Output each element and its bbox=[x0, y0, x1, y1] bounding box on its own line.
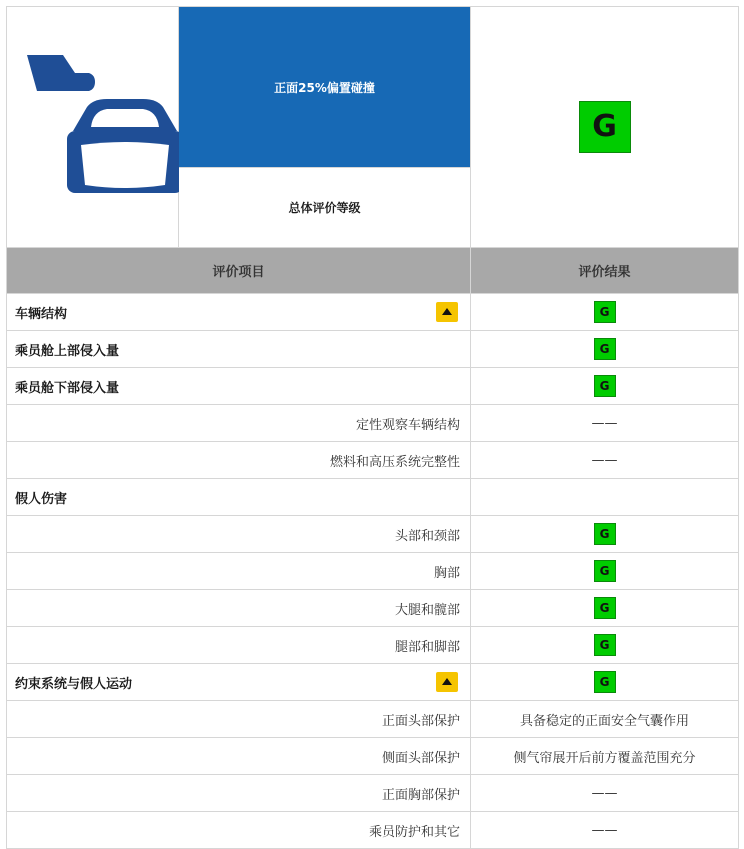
row-label-text: 大腿和髋部 bbox=[394, 602, 460, 618]
rating-table-container bbox=[6, 6, 738, 849]
table-row bbox=[7, 442, 739, 479]
warning-triangle-icon bbox=[436, 672, 458, 692]
column-header-item: 评价项目 bbox=[7, 248, 471, 294]
grade-badge: G bbox=[594, 634, 616, 656]
category-label bbox=[7, 331, 471, 368]
result-text: —— bbox=[591, 785, 618, 801]
subitem-label bbox=[7, 553, 471, 590]
table-row bbox=[7, 553, 739, 590]
subitem-label bbox=[7, 590, 471, 627]
table-row bbox=[7, 368, 739, 405]
table-row bbox=[7, 590, 739, 627]
row-label-text: 头部和颈部 bbox=[394, 528, 460, 544]
grade-badge: G bbox=[594, 523, 616, 545]
result-cell bbox=[471, 627, 739, 664]
subitem-label bbox=[7, 701, 471, 738]
result-text: —— bbox=[591, 452, 618, 468]
row-label-text: 车辆结构 bbox=[15, 306, 68, 322]
grade-badge: G bbox=[594, 560, 616, 582]
grade-badge: G bbox=[594, 338, 616, 360]
table-row bbox=[7, 812, 739, 849]
row-label-text: 约束系统与假人运动 bbox=[15, 676, 133, 692]
table-row bbox=[7, 405, 739, 442]
overall-grade-badge: G bbox=[579, 101, 631, 153]
result-cell bbox=[471, 664, 739, 701]
test-name-banner: 正面25%偏置碰撞 bbox=[179, 7, 471, 168]
row-label-text: 侧面头部保护 bbox=[381, 750, 460, 766]
grade-badge: G bbox=[594, 375, 616, 397]
result-cell bbox=[471, 368, 739, 405]
result-cell bbox=[471, 553, 739, 590]
car-crash-icon bbox=[7, 45, 179, 205]
result-cell bbox=[471, 442, 739, 479]
result-cell bbox=[471, 405, 739, 442]
overall-grade-cell bbox=[471, 7, 739, 248]
result-text: 侧气帘展开后前方覆盖范围充分 bbox=[513, 750, 696, 766]
table-row bbox=[7, 479, 739, 516]
row-label-text: 乘员防护和其它 bbox=[368, 824, 460, 840]
category-label bbox=[7, 368, 471, 405]
row-label-text: 乘员舱下部侵入量 bbox=[15, 380, 120, 396]
result-cell bbox=[471, 812, 739, 849]
result-cell bbox=[471, 701, 739, 738]
row-label-text: 正面头部保护 bbox=[381, 713, 460, 729]
table-row bbox=[7, 294, 739, 331]
row-label-text: 定性观察车辆结构 bbox=[355, 417, 460, 433]
row-label-text: 正面胸部保护 bbox=[381, 787, 460, 803]
result-cell bbox=[471, 738, 739, 775]
grade-badge: G bbox=[594, 671, 616, 693]
subitem-label bbox=[7, 738, 471, 775]
result-text: 具备稳定的正面安全气囊作用 bbox=[519, 713, 689, 729]
rating-rows bbox=[7, 294, 739, 849]
category-label bbox=[7, 294, 471, 331]
result-text: —— bbox=[591, 415, 618, 431]
table-row bbox=[7, 701, 739, 738]
column-header-result: 评价结果 bbox=[471, 248, 739, 294]
row-label-text: 胸部 bbox=[433, 565, 460, 581]
table-row bbox=[7, 331, 739, 368]
rating-table bbox=[6, 6, 739, 849]
subitem-label bbox=[7, 775, 471, 812]
subitem-label bbox=[7, 812, 471, 849]
test-logo-cell bbox=[7, 7, 179, 248]
warning-triangle-icon bbox=[436, 302, 458, 322]
row-label-text: 假人伤害 bbox=[15, 491, 68, 507]
subitem-label bbox=[7, 627, 471, 664]
table-row bbox=[7, 664, 739, 701]
table-row bbox=[7, 627, 739, 664]
grade-badge: G bbox=[594, 597, 616, 619]
result-cell bbox=[471, 775, 739, 812]
grade-badge: G bbox=[594, 301, 616, 323]
category-label bbox=[7, 664, 471, 701]
result-cell bbox=[471, 331, 739, 368]
table-row bbox=[7, 738, 739, 775]
overall-label: 总体评价等级 bbox=[179, 168, 471, 248]
subitem-label bbox=[7, 442, 471, 479]
result-cell bbox=[471, 479, 739, 516]
result-text: —— bbox=[591, 822, 618, 838]
row-label-text: 腿部和脚部 bbox=[394, 639, 460, 655]
subitem-label bbox=[7, 516, 471, 553]
subitem-label bbox=[7, 405, 471, 442]
row-label-text: 乘员舱上部侵入量 bbox=[15, 343, 120, 359]
result-cell bbox=[471, 294, 739, 331]
result-cell bbox=[471, 516, 739, 553]
row-label-text: 燃料和高压系统完整性 bbox=[329, 454, 460, 470]
result-cell bbox=[471, 590, 739, 627]
table-row bbox=[7, 775, 739, 812]
category-label bbox=[7, 479, 471, 516]
table-row bbox=[7, 516, 739, 553]
